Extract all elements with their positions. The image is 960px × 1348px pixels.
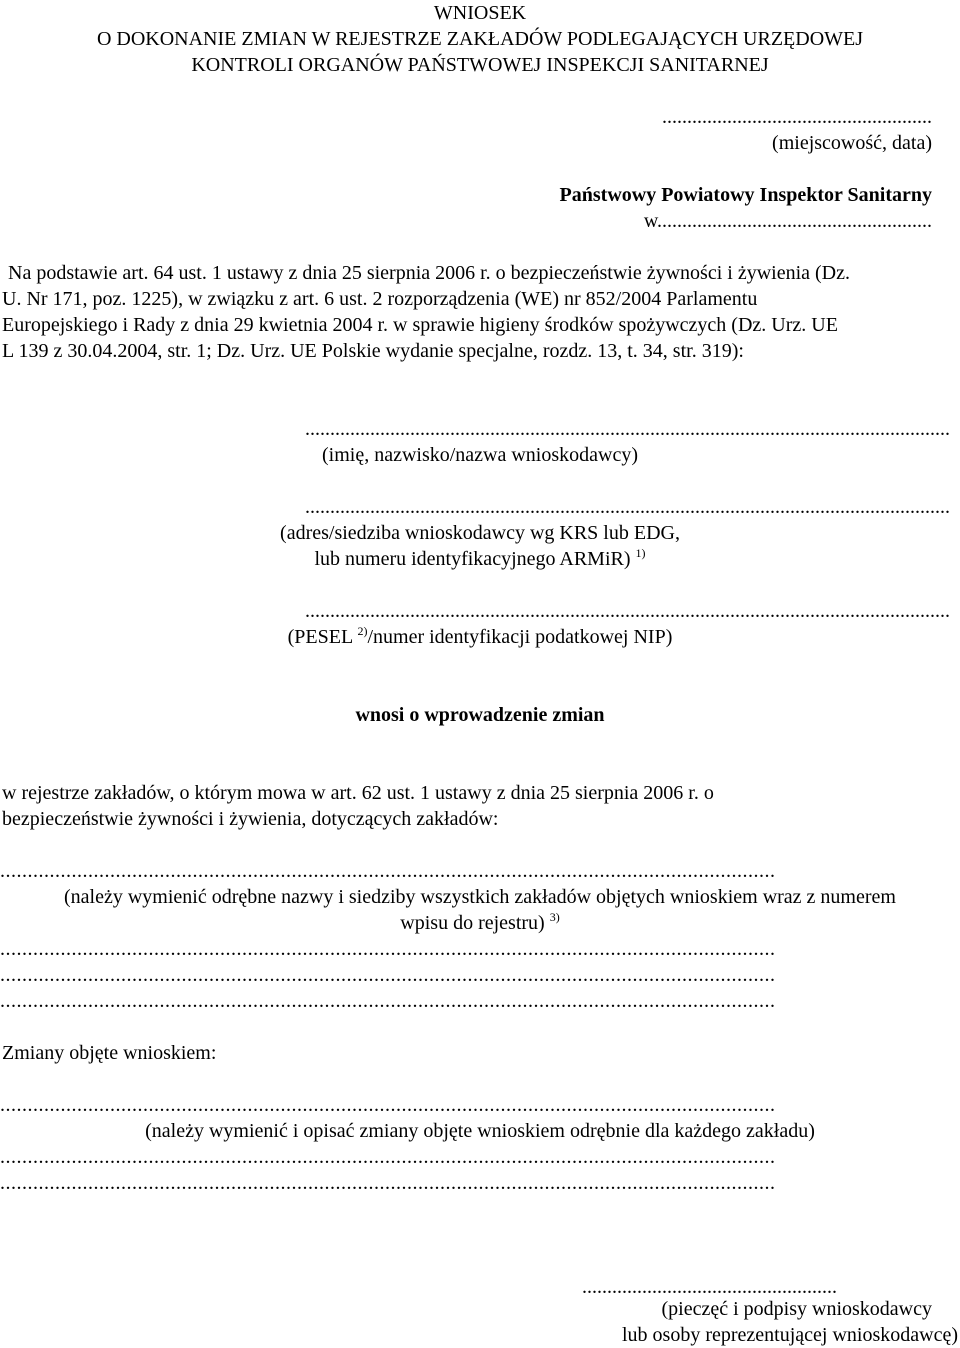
- recipient-city-field: w.......................................................: [643, 210, 932, 232]
- applicant-pesel-field: .................................................................................................................................: [305, 600, 950, 622]
- footnote-ref-2: 2): [357, 624, 368, 638]
- footnote-ref-1: 1): [635, 546, 646, 560]
- place-date-label: (miejscowość, data): [772, 132, 932, 154]
- footnote-ref-3: 3): [549, 910, 560, 924]
- signature-label-1: (pieczęć i podpisy wnioskodawcy: [661, 1298, 932, 1320]
- applicant-name-field: .................................................................................................................................: [305, 418, 950, 440]
- changes-field-1: .............................................................................................................................................: [0, 1094, 776, 1116]
- changes-field-2: .............................................................................................................................................: [0, 1146, 776, 1168]
- applicant-pesel-label: (PESEL $^{2)}$/numer identyfikacji podatkowej NIP): [287, 624, 673, 648]
- applicant-address-label-2: lub numeru identyfikacyjnego ARMiR) $^{1)}$: [314, 546, 646, 570]
- signature-field: ...................................................: [582, 1276, 837, 1298]
- request-heading: wnosi o wprowadzenie zmian: [355, 704, 605, 726]
- establishments-field-3: .............................................................................................................................................: [0, 964, 776, 986]
- signature-label-2: lub osoby reprezentującej wnioskodawcę): [622, 1324, 958, 1346]
- intro-line-3: Europejskiego i Rady z dnia 29 kwietnia 2004 r. w sprawie higieny środków spożywczych (Dz. Urz. UE: [2, 314, 838, 336]
- document-title-line2: O DOKONANIE ZMIAN W REJESTRZE ZAKŁADÓW PODLEGAJĄCYCH URZĘDOWEJ: [96, 28, 864, 50]
- place-date-field: ......................................................: [662, 106, 932, 128]
- changes-heading: Zmiany objęte wnioskiem:: [2, 1042, 217, 1064]
- establishments-field-4: .............................................................................................................................................: [0, 990, 776, 1012]
- establishments-field-1: .............................................................................................................................................: [0, 860, 776, 882]
- changes-label: (należy wymienić i opisać zmiany objęte wnioskiem odrębnie dla każdego zakładu): [145, 1120, 815, 1142]
- document-title-line3: KONTROLI ORGANÓW PAŃSTWOWEJ INSPEKCJI SANITARNEJ: [191, 54, 769, 76]
- changes-field-3: .............................................................................................................................................: [0, 1172, 776, 1194]
- document-title: WNIOSEK: [433, 2, 527, 24]
- applicant-name-label: (imię, nazwisko/nazwa wnioskodawcy): [321, 444, 638, 466]
- intro-line-2: U. Nr 171, poz. 1225), w związku z art. 6 ust. 2 rozporządzenia (WE) nr 852/2004 Parlamentu: [2, 288, 758, 310]
- request-line-1: w rejestrze zakładów, o którym mowa w art. 62 ust. 1 ustawy z dnia 25 sierpnia 2006 r. o: [2, 782, 714, 804]
- recipient-title: Państwowy Powiatowy Inspektor Sanitarny: [559, 184, 932, 206]
- applicant-address-label-1: (adres/siedziba wnioskodawcy wg KRS lub EDG,: [280, 522, 680, 544]
- intro-line-1: Na podstawie art. 64 ust. 1 ustawy z dnia 25 sierpnia 2006 r. o bezpieczeństwie żywności i żywienia (Dz.: [8, 262, 850, 284]
- applicant-address-field: .................................................................................................................................: [305, 496, 950, 518]
- establishments-label-1: (należy wymienić odrębne nazwy i siedziby wszystkich zakładów objętych wnioskiem wraz z numerem: [64, 886, 896, 908]
- intro-line-4: L 139 z 30.04.2004, str. 1; Dz. Urz. UE Polskie wydanie specjalne, rozdz. 13, t. 34, str. 319):: [2, 340, 744, 362]
- establishments-label-2: wpisu do rejestru) $^{3)}$: [400, 910, 560, 934]
- establishments-field-2: .............................................................................................................................................: [0, 938, 776, 960]
- request-line-2: bezpieczeństwie żywności i żywienia, dotyczących zakładów:: [2, 808, 499, 830]
